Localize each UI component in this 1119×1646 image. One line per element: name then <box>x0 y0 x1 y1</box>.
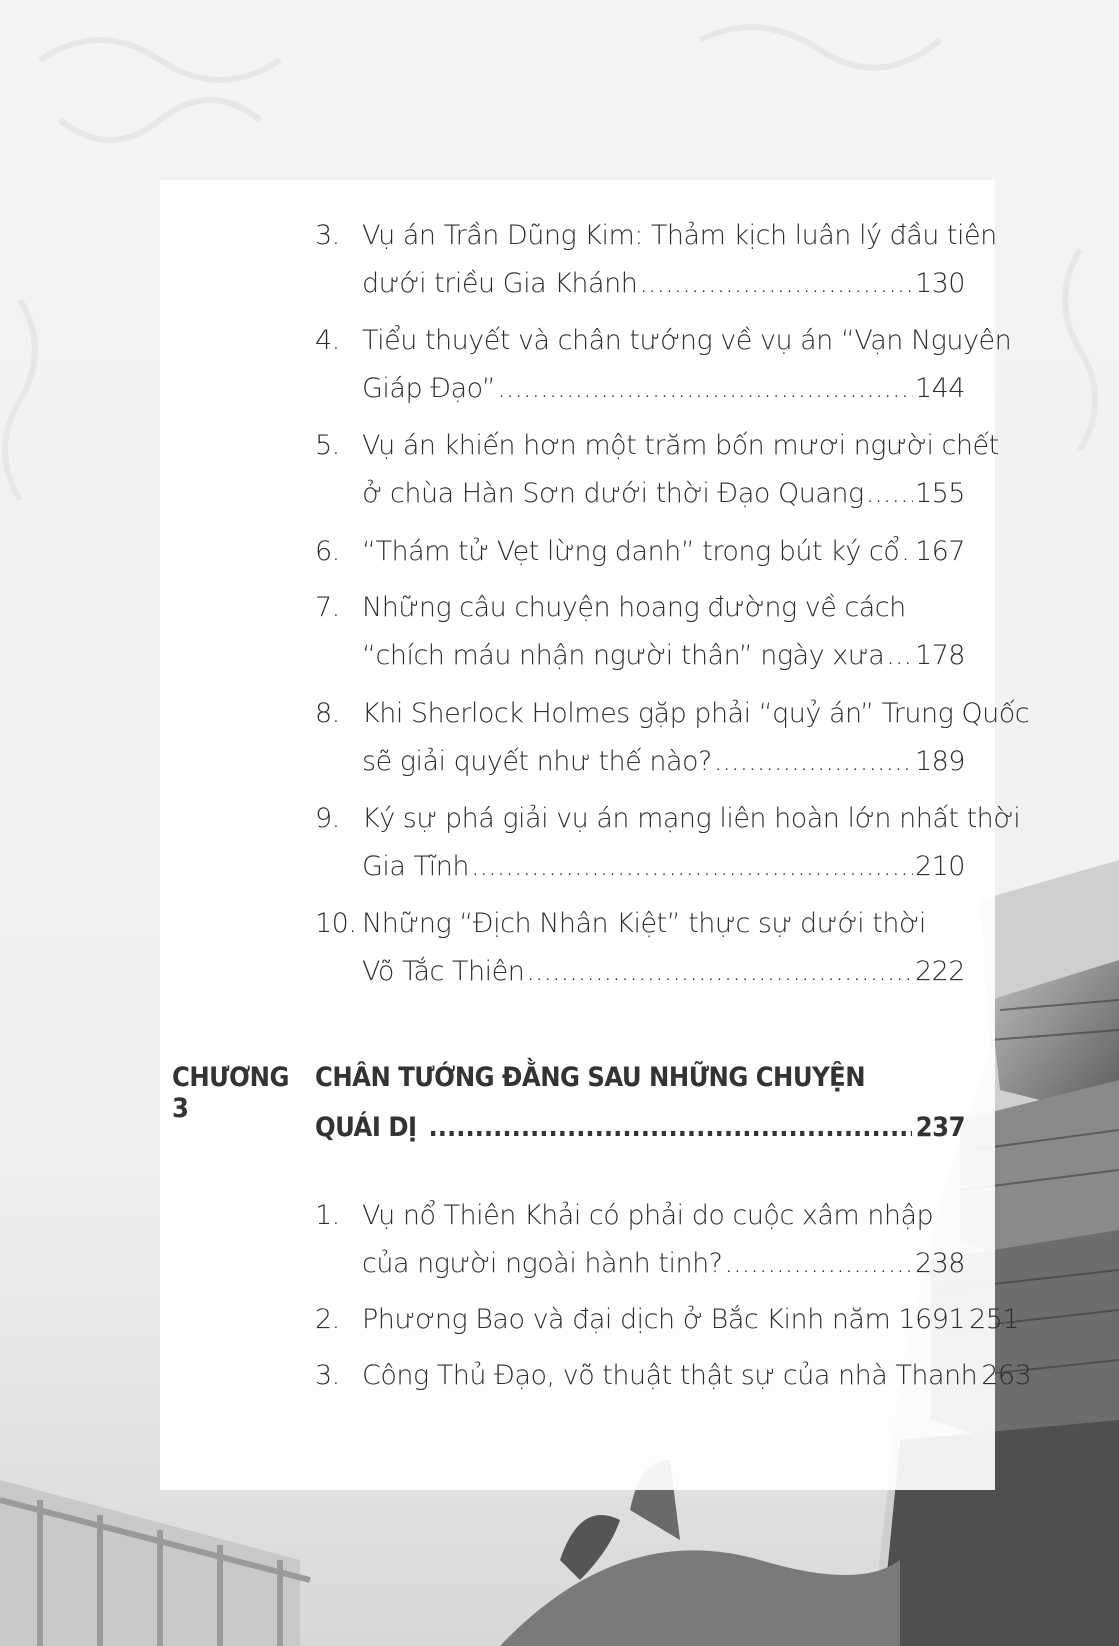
entry-title-line2 <box>362 843 965 891</box>
entry-title-line1: Vụ nổ Thiên Khải có phải do cuộc xâm nhập <box>362 1200 934 1231</box>
dot-leader <box>901 528 913 576</box>
chapter-page-number: 237 <box>915 1112 965 1143</box>
entry-number: 3. <box>315 220 340 251</box>
dot-leader <box>886 632 913 680</box>
entry-title-line2 <box>362 470 965 518</box>
entry-title-line1: Vụ án khiến hơn một trăm bốn mươi người chết <box>362 430 999 461</box>
entry-title-line1: Những câu chuyện hoang đường về cách <box>362 592 906 623</box>
entry-title-text: sẽ giải quyết như thế nào? <box>362 746 712 777</box>
dot-leader <box>639 260 913 308</box>
entry-title-line2 <box>362 1240 965 1288</box>
entry-title-text: Phương Bao và đại dịch ở Bắc Kinh năm 1691 <box>362 1304 966 1335</box>
entry-title-line1 <box>362 1296 1020 1344</box>
entry-title-text: Gia Tĩnh <box>362 851 469 882</box>
entry-number: 10. <box>315 908 357 939</box>
entry-title-text: ở chùa Hàn Sơn dưới thời Đạo Quang <box>362 478 864 509</box>
entry-title-line1: Những “Địch Nhân Kiệt” thực sự dưới thời <box>362 908 926 939</box>
entry-title-line1: Ký sự phá giải vụ án mạng liên hoàn lớn nhất thời <box>362 803 1021 834</box>
page-number: 155 <box>914 478 965 509</box>
chapter-title-line2[interactable] <box>315 1112 965 1143</box>
entry-title-line1: Tiểu thuyết và chân tướng về vụ án “Vạn Nguyên <box>362 325 1012 356</box>
page-number: 167 <box>914 536 965 567</box>
page-number: 189 <box>914 746 965 777</box>
entry-title-text: của người ngoài hành tinh? <box>362 1248 723 1279</box>
entry-number: 5. <box>315 430 340 461</box>
dot-leader <box>526 948 913 996</box>
entry-number: 3. <box>315 1360 340 1391</box>
entry-title-text: dưới triều Gia Khánh <box>362 268 638 299</box>
entry-title-line2 <box>362 948 965 996</box>
entry-number: 8. <box>315 698 340 729</box>
entry-number: 6. <box>315 536 340 567</box>
dot-leader <box>471 843 913 891</box>
entry-title-line1: Vụ án Trần Dũng Kim: Thảm kịch luân lý đầu tiên <box>362 220 997 251</box>
entry-title-line1 <box>362 1352 1032 1400</box>
entry-title-line1: Khi Sherlock Holmes gặp phải “quỷ án” Trung Quốc <box>362 698 1030 729</box>
entry-title-text: Võ Tắc Thiên <box>362 956 525 987</box>
entry-title-text: Giáp Đạo” <box>362 373 496 404</box>
entry-number: 7. <box>315 592 340 623</box>
entry-number: 4. <box>315 325 340 356</box>
page-number: 210 <box>914 851 965 882</box>
page-number: 178 <box>914 640 965 671</box>
page-number: 130 <box>914 268 965 299</box>
dot-leader <box>429 1112 912 1143</box>
chapter-title-line1[interactable]: CHÂN TƯỚNG ĐẰNG SAU NHỮNG CHUYỆN <box>315 1062 866 1093</box>
entry-title-line2 <box>362 365 965 413</box>
page-number: 144 <box>914 373 965 404</box>
entry-title-text: “Thám tử Vẹt lừng danh” trong bút ký cổ <box>362 536 900 567</box>
entry-title-line2 <box>362 738 965 786</box>
dot-leader <box>725 1240 913 1288</box>
entry-title-text: “chích máu nhận người thân” ngày xưa <box>362 640 885 671</box>
entry-title-text: Công Thủ Đạo, võ thuật thật sự của nhà Thanh <box>362 1360 978 1391</box>
entry-number: 2. <box>315 1304 340 1335</box>
page-number: 263 <box>981 1360 1032 1391</box>
page-number: 251 <box>969 1304 1020 1335</box>
entry-title-line1 <box>362 528 965 576</box>
dot-leader <box>714 738 913 786</box>
entry-number: 1. <box>315 1200 340 1231</box>
page-number: 238 <box>914 1248 965 1279</box>
dot-leader <box>497 365 913 413</box>
entry-number: 9. <box>315 803 340 834</box>
chapter-label: CHƯƠNG 3 <box>172 1062 289 1124</box>
page-number: 222 <box>914 956 965 987</box>
chapter-title-text: QUÁI DỊ <box>315 1112 417 1143</box>
dot-leader <box>866 470 913 518</box>
entry-title-line2 <box>362 260 965 308</box>
entry-title-line2 <box>362 632 965 680</box>
